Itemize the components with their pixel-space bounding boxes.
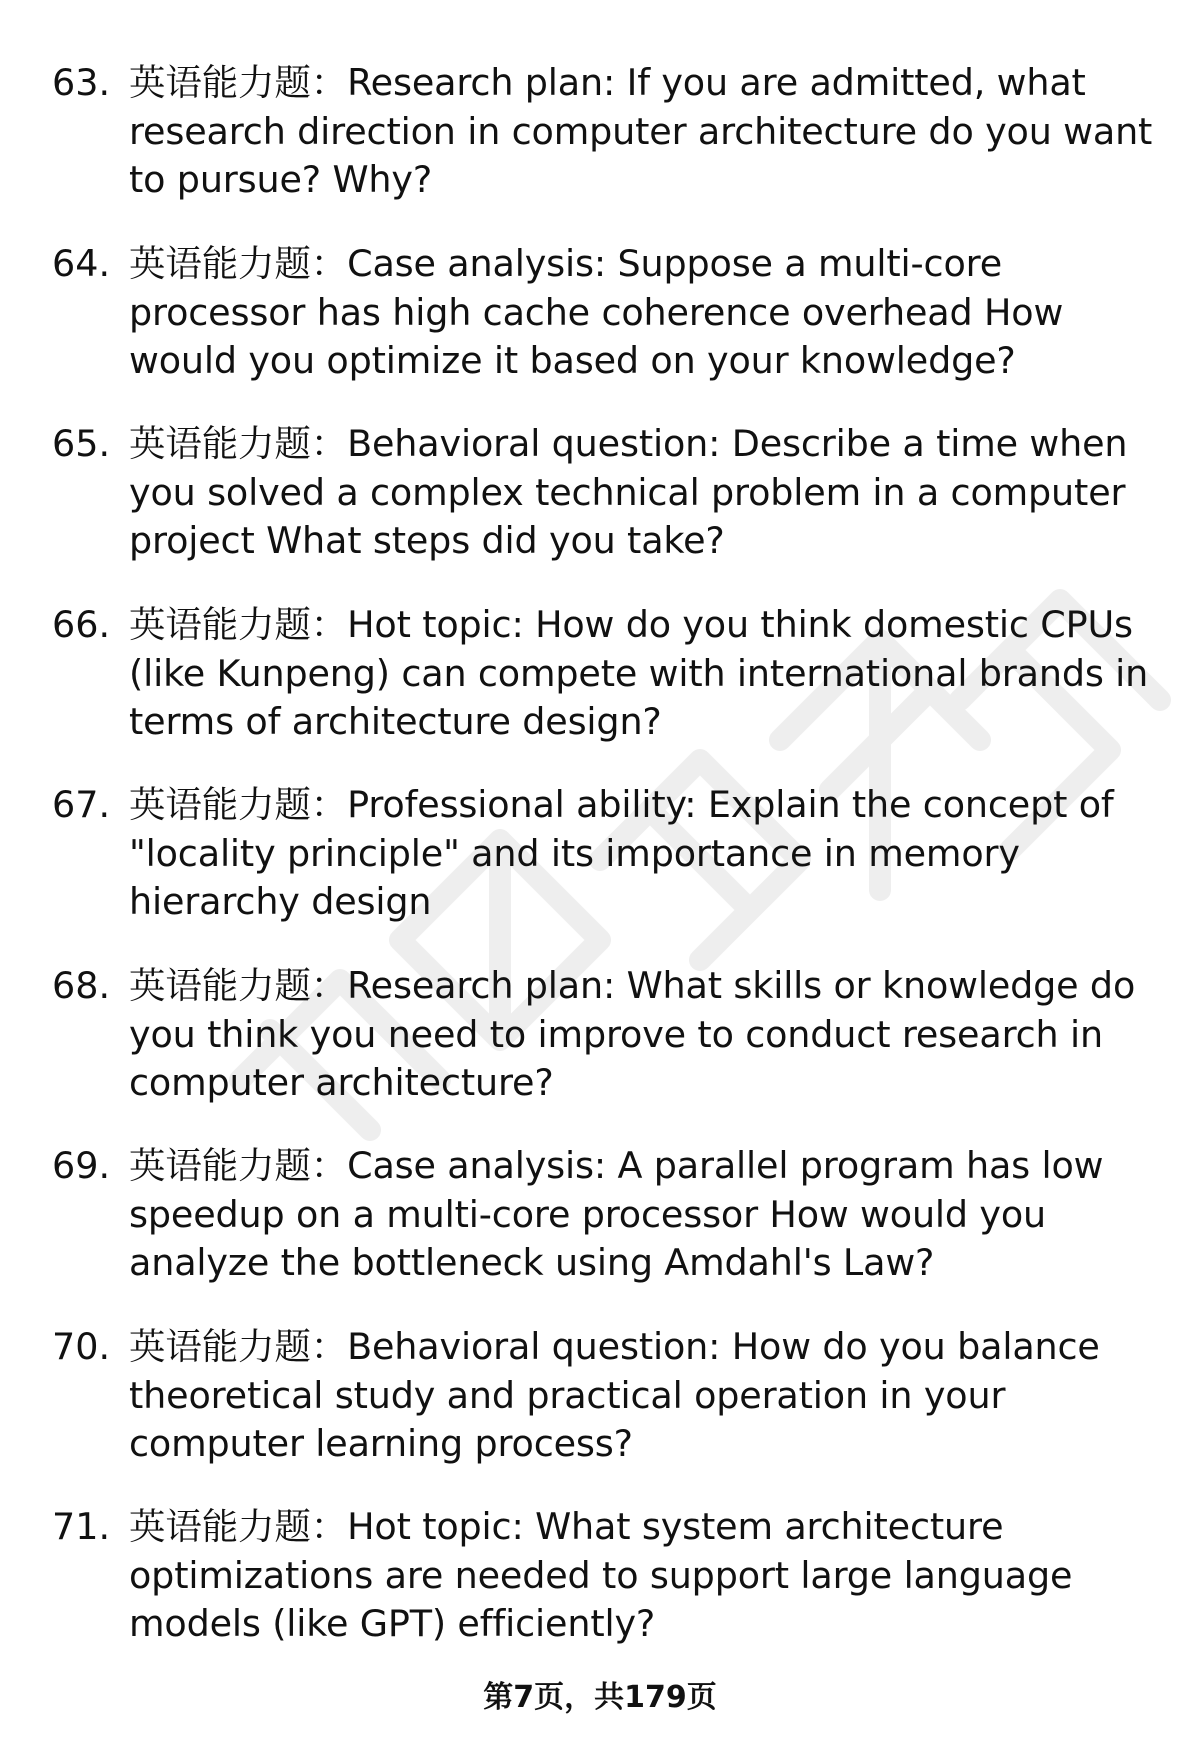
question-body: Behavioral question: How do you balance theoretical study and practical operation in your computer learning process? [129,1325,1100,1465]
question-number: 64. [52,242,111,285]
question-text [129,59,1169,205]
question-text [129,1503,1169,1649]
question-body: Research plan: If you are admitted, what research direction in computer architecture do you want to pursue? Why? [129,61,1153,201]
question-number: 63. [52,61,111,104]
question-text [129,601,1169,747]
question-label: 英语能力题： [129,783,348,826]
question-label: 英语能力题： [129,1144,348,1187]
question-body: Case analysis: Suppose a multi-core processor has high cache coherence overhead How would you optimize it based on your knowledge? [129,242,1064,382]
question-label: 英语能力题： [129,964,348,1007]
question-label: 英语能力题： [129,61,348,104]
question-label: 英语能力题： [129,422,348,465]
question-number: 65. [52,422,111,465]
question-text [129,240,1169,386]
question-number: 71. [52,1505,111,1548]
question-label: 英语能力题： [129,1505,348,1548]
question-body: Hot topic: What system architecture optimizations are needed to support large language models (like GPT) efficiently? [129,1505,1073,1645]
question-text [129,962,1169,1108]
question-body: Behavioral question: Describe a time when you solved a complex technical problem in a computer project What steps did you take? [129,422,1128,562]
question-text [129,1323,1169,1469]
question-label: 英语能力题： [129,1325,348,1368]
question-number: 66. [52,603,111,646]
question-label: 英语能力题： [129,242,348,285]
question-number: 69. [52,1144,111,1187]
page-number: 第7页，共179页 [483,1680,717,1715]
question-number: 70. [52,1325,111,1368]
question-number: 67. [52,783,111,826]
question-body: Case analysis: A parallel program has low speedup on a multi-core processor How would you analyze the bottleneck using Amdahl's Law? [129,1144,1104,1284]
question-label: 英语能力题： [129,603,348,646]
question-body: Professional ability: Explain the concept of "locality principle" and its importance in memory hierarchy design [129,783,1114,923]
question-text [129,781,1169,927]
question-body: Research plan: What skills or knowledge do you think you need to improve to conduct research in computer architecture? [129,964,1136,1104]
question-body: Hot topic: How do you think domestic CPUs (like Kunpeng) can compete with international brands in terms of architecture design? [129,603,1149,743]
question-number: 68. [52,964,111,1007]
question-text [129,420,1169,566]
question-text [129,1142,1169,1288]
